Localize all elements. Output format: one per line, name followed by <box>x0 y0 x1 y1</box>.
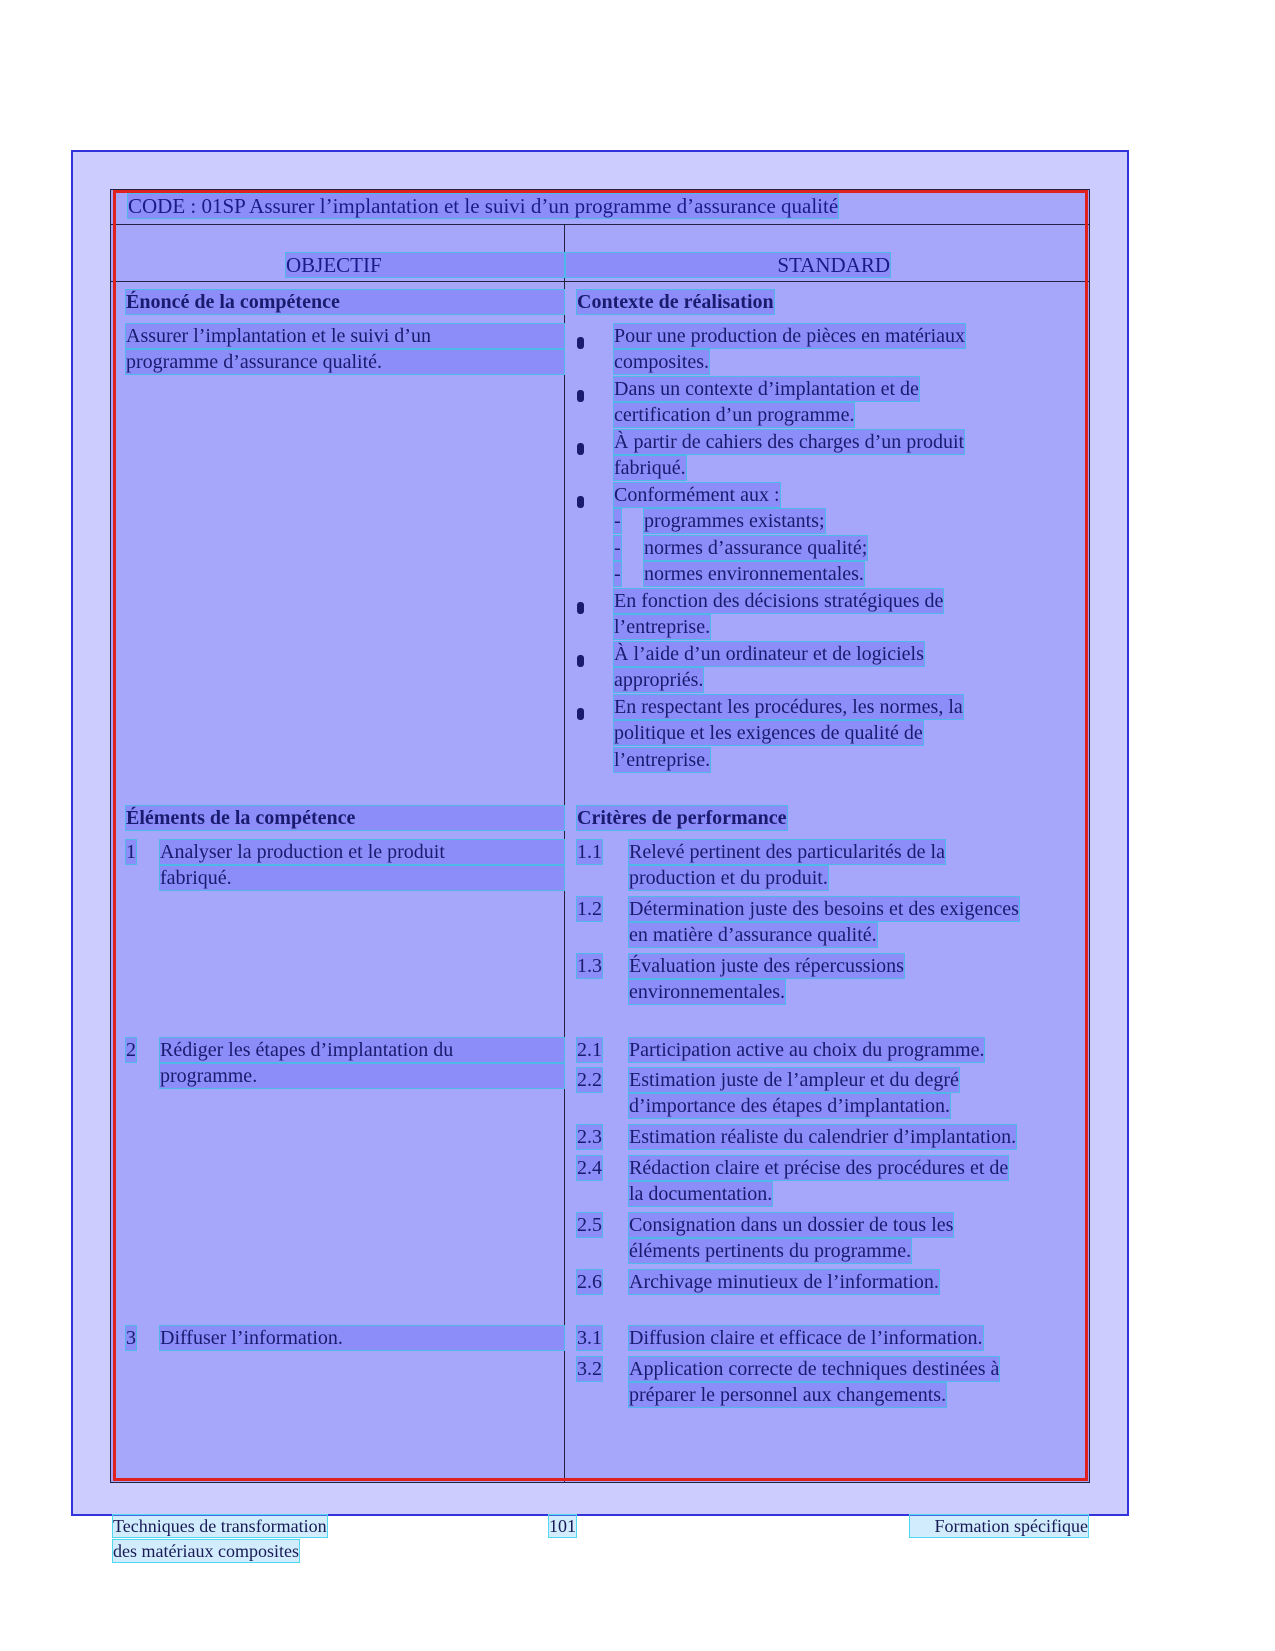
enonce-title: Énoncé de la compétence <box>126 290 564 314</box>
critere-number: 2.2 <box>577 1069 602 1091</box>
critere-text-line: Diffusion claire et efficace de l’information. <box>629 1327 983 1349</box>
divider-under-code <box>110 224 1090 225</box>
contexte-bullet-line: composites. <box>614 351 709 373</box>
critere-text-line: Évaluation juste des répercussions <box>629 955 904 977</box>
footer-left-line1: Techniques de transformation <box>113 1516 327 1536</box>
critere-number: 3.1 <box>577 1327 602 1349</box>
critere-text-line: Relevé pertinent des particularités de la <box>629 841 945 863</box>
element-number: 1 <box>126 841 136 863</box>
bullet-marker <box>577 437 584 461</box>
contexte-bullet-line: fabriqué. <box>614 457 686 479</box>
critere-text-line: Archivage minutieux de l’information. <box>629 1271 939 1293</box>
bullet-marker <box>577 490 584 514</box>
bullet-marker <box>577 596 584 620</box>
contexte-bullet-line: Dans un contexte d’implantation et de <box>614 378 919 400</box>
critere-text-line: d’importance des étapes d’implantation. <box>629 1095 951 1117</box>
dash-marker: - <box>614 563 621 585</box>
column-header-standard: STANDARD <box>566 253 890 277</box>
element-text-line: Analyser la production et le produit <box>160 840 564 864</box>
dash-marker: - <box>614 510 621 532</box>
contexte-sub-item: normes d’assurance qualité; <box>644 537 868 559</box>
critere-text-line: éléments pertinents du programme. <box>629 1240 912 1262</box>
critere-text-line: en matière d’assurance qualité. <box>629 924 877 946</box>
element-text-line: Diffuser l’information. <box>160 1326 564 1350</box>
critere-number: 1.2 <box>577 898 602 920</box>
critere-number: 2.1 <box>577 1039 602 1061</box>
critere-text-line: préparer le personnel aux changements. <box>629 1384 947 1406</box>
critere-number: 2.5 <box>577 1214 602 1236</box>
contexte-sub-item: programmes existants; <box>644 510 825 532</box>
critere-text-line: Estimation réaliste du calendrier d’implantation. <box>629 1126 1017 1148</box>
contexte-bullet-line: À l’aide d’un ordinateur et de logiciels <box>614 643 924 665</box>
contexte-bullet-line: l’entreprise. <box>614 749 711 771</box>
elements-title: Éléments de la compétence <box>126 806 564 830</box>
critere-text-line: la documentation. <box>629 1183 773 1205</box>
enonce-text-line: programme d’assurance qualité. <box>126 350 564 374</box>
criteres-title: Critères de performance <box>577 807 787 829</box>
footer-left-line2: des matériaux composites <box>113 1541 299 1561</box>
column-divider <box>564 224 565 1483</box>
critere-text-line: Rédaction claire et précise des procédures et de <box>629 1157 1009 1179</box>
contexte-bullet-line: Pour une production de pièces en matériaux <box>614 325 965 347</box>
enonce-text-line: Assurer l’implantation et le suivi d’un <box>126 324 564 348</box>
critere-text-line: environnementales. <box>629 981 786 1003</box>
bullet-marker <box>577 649 584 673</box>
critere-text-line: Estimation juste de l’ampleur et du degré <box>629 1069 959 1091</box>
contexte-bullet-line: appropriés. <box>614 669 704 691</box>
element-text-line: fabriqué. <box>160 866 564 890</box>
critere-text-line: Détermination juste des besoins et des exigences <box>629 898 1019 920</box>
contexte-bullet-line: En respectant les procédures, les normes, la <box>614 696 963 718</box>
bullet-marker <box>577 331 584 355</box>
critere-text-line: production et du produit. <box>629 867 828 889</box>
element-number: 2 <box>126 1039 136 1061</box>
contexte-bullet-line: En fonction des décisions stratégiques de <box>614 590 944 612</box>
contexte-bullet-line: certification d’un programme. <box>614 404 855 426</box>
critere-number: 2.4 <box>577 1157 602 1179</box>
footer-page-number: 101 <box>549 1516 576 1536</box>
element-text-line: Rédiger les étapes d’implantation du <box>160 1038 564 1062</box>
critere-number: 3.2 <box>577 1358 602 1380</box>
bullet-marker <box>577 702 584 726</box>
contexte-bullet-line: Conformément aux : <box>614 484 780 506</box>
column-header-objectif: OBJECTIF <box>286 253 564 277</box>
critere-text-line: Consignation dans un dossier de tous les <box>629 1214 954 1236</box>
element-text-line: programme. <box>160 1064 564 1088</box>
critere-number: 1.3 <box>577 955 602 977</box>
critere-number: 2.3 <box>577 1126 602 1148</box>
element-number: 3 <box>126 1327 136 1349</box>
divider-under-headers <box>110 281 1090 282</box>
contexte-bullet-line: politique et les exigences de qualité de <box>614 722 923 744</box>
critere-text-line: Participation active au choix du programme. <box>629 1039 985 1061</box>
code-title: CODE : 01SP Assurer l’implantation et le suivi d’un programme d’assurance qualité <box>128 194 839 218</box>
bullet-marker <box>577 384 584 408</box>
dash-marker: - <box>614 537 621 559</box>
contexte-bullet-line: l’entreprise. <box>614 616 711 638</box>
contexte-title: Contexte de réalisation <box>577 291 774 313</box>
critere-number: 2.6 <box>577 1271 602 1293</box>
contexte-sub-item: normes environnementales. <box>644 563 864 585</box>
contexte-bullet-line: À partir de cahiers des charges d’un produit <box>614 431 965 453</box>
footer-right: Formation spécifique <box>910 1515 1088 1537</box>
critere-number: 1.1 <box>577 841 602 863</box>
critere-text-line: Application correcte de techniques destinées à <box>629 1358 1000 1380</box>
